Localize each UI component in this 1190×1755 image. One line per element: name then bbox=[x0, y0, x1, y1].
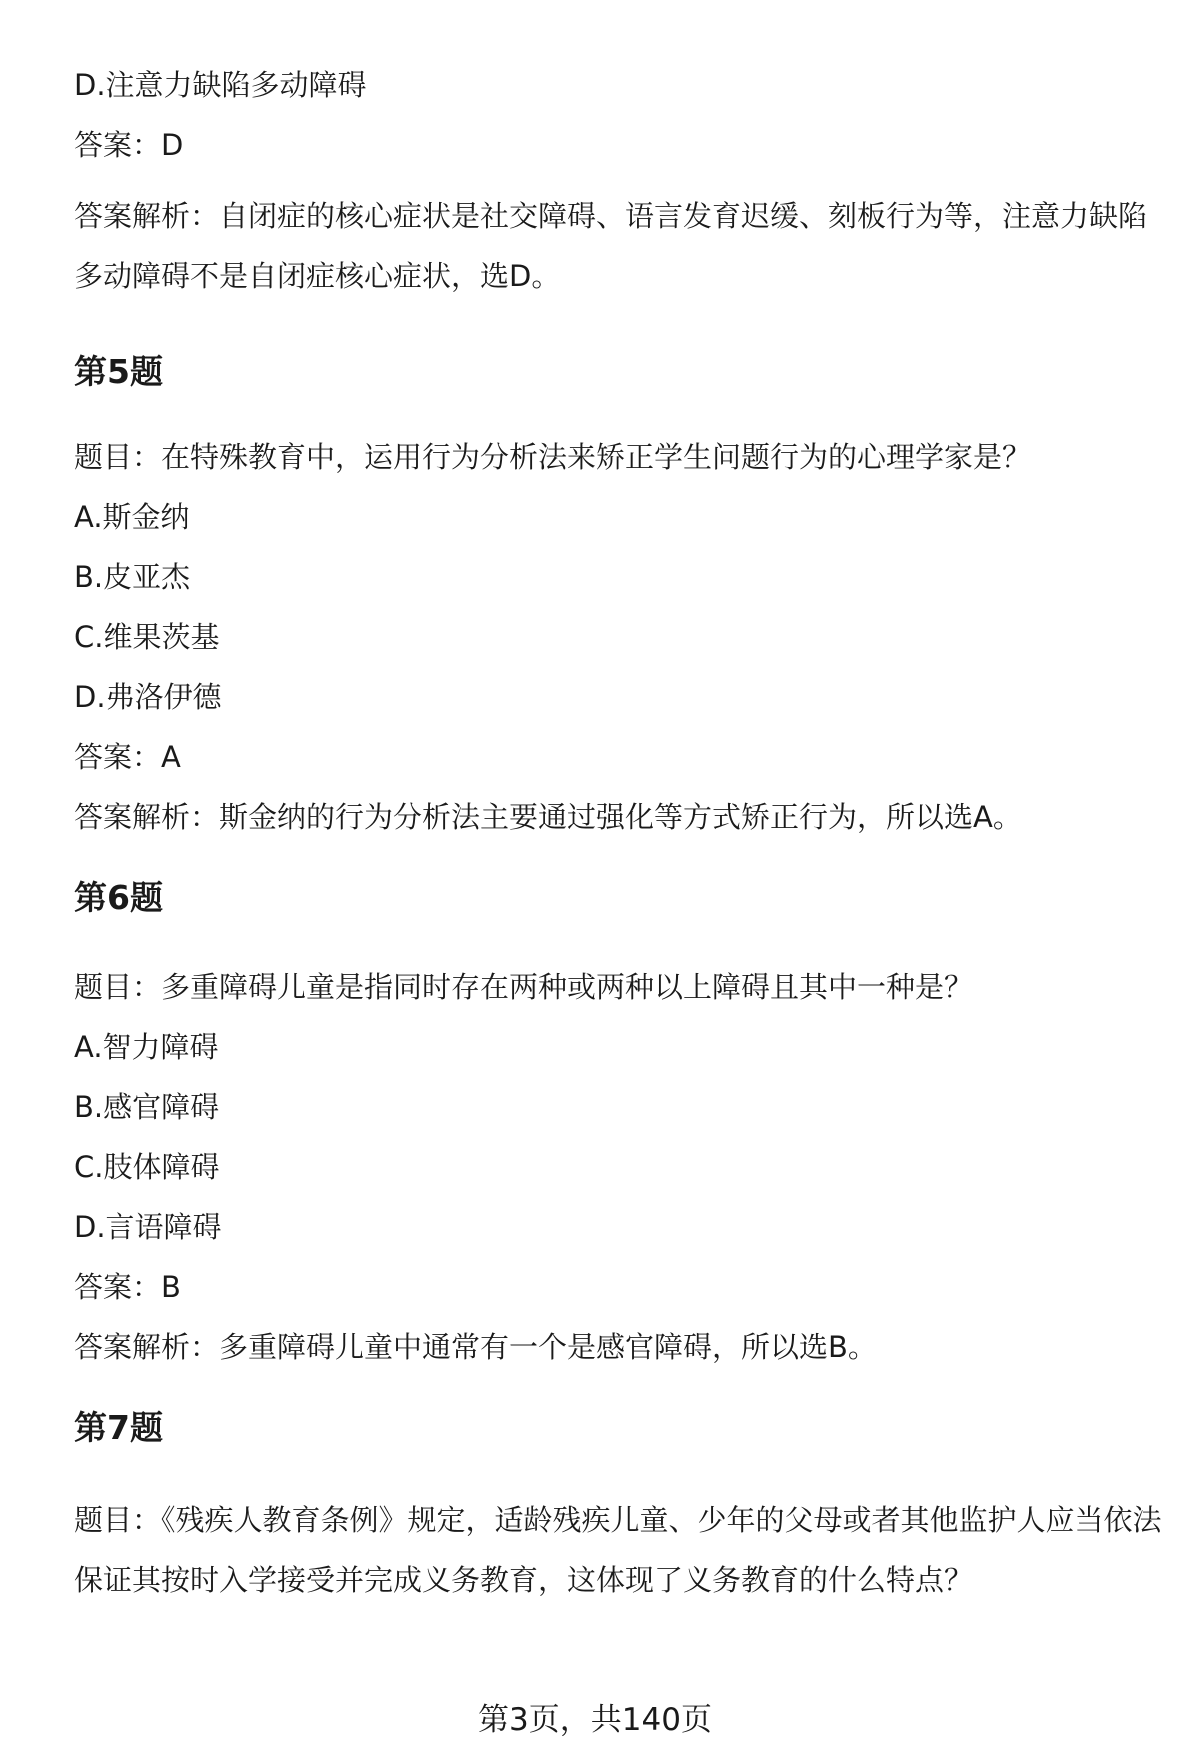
q6-option-b: B.感官障碍 bbox=[74, 1090, 220, 1124]
q7-question: 题目：《残疾人教育条例》规定，适龄残疾儿童、少年的父母或者其他监护人应当依法保证其按时入学接受并完成义务教育，这体现了义务教育的什么特点？ bbox=[74, 1503, 1162, 1597]
q5-question: 题目：在特殊教育中，运用行为分析法来矫正学生问题行为的心理学家是？ bbox=[74, 440, 1032, 474]
q6-option-a: A.智力障碍 bbox=[74, 1030, 219, 1064]
q5-heading: 第5题 bbox=[74, 352, 163, 391]
q6-answer: 答案：B bbox=[74, 1270, 181, 1304]
q4-analysis: 答案解析：自闭症的核心症状是社交障碍、语言发育迟缓、刻板行为等，注意力缺陷多动障碍不是自闭症核心症状，选D。 bbox=[74, 199, 1148, 293]
q5-option-c: C.维果茨基 bbox=[74, 620, 220, 654]
q7-heading: 第7题 bbox=[74, 1408, 163, 1447]
q5-option-b: B.皮亚杰 bbox=[74, 560, 191, 594]
q6-option-c: C.肢体障碍 bbox=[74, 1150, 220, 1184]
q5-analysis: 答案解析：斯金纳的行为分析法主要通过强化等方式矫正行为，所以选A。 bbox=[74, 800, 1022, 834]
q5-option-a: A.斯金纳 bbox=[74, 500, 190, 534]
q5-answer: 答案：A bbox=[74, 740, 181, 774]
q6-heading: 第6题 bbox=[74, 878, 163, 917]
q6-analysis: 答案解析：多重障碍儿童中通常有一个是感官障碍，所以选B。 bbox=[74, 1330, 877, 1364]
q4-answer: 答案：D bbox=[74, 128, 184, 162]
q6-option-d: D.言语障碍 bbox=[74, 1210, 222, 1244]
q4-option-d: D.注意力缺陷多动障碍 bbox=[74, 68, 367, 102]
page-number-footer: 第3页，共140页 bbox=[478, 1702, 712, 1738]
q6-question: 题目：多重障碍儿童是指同时存在两种或两种以上障碍且其中一种是？ bbox=[74, 970, 974, 1004]
q5-option-d: D.弗洛伊德 bbox=[74, 680, 222, 714]
page-content bbox=[74, 66, 1164, 1610]
